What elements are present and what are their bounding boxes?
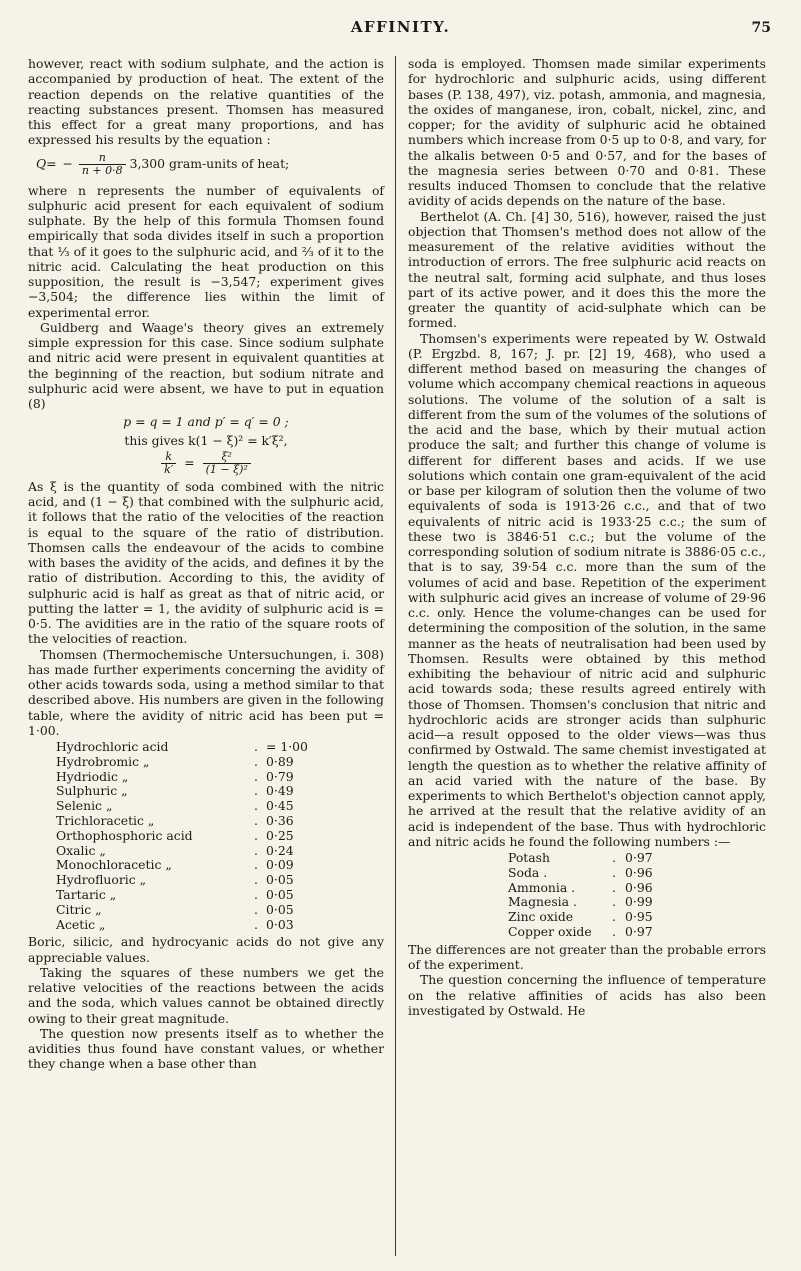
acid-row [56,770,326,785]
base-ratio-table [508,851,653,940]
right-column [408,56,766,1018]
acid-avidity-table [56,740,326,932]
row-value: 0·05 [266,901,294,917]
equation-lhs: Q= [36,155,57,171]
leader-dot: . [612,894,616,910]
row-value: 0·79 [266,768,294,784]
row-label: Copper oxide [508,923,592,939]
leader-dot: . [254,798,258,814]
row-value: 0·03 [266,916,294,932]
ratio-lhs-den: k′ [164,462,174,476]
row-label: Trichloracetic „ [56,812,155,828]
row-label: Magnesia . [508,894,577,910]
base-row [508,925,653,940]
paragraph: The differences are not greater than the probable errors of the experiment. [408,941,766,973]
leader-dot: . [254,857,258,873]
row-value: = 1·00 [266,739,308,754]
equation-fraction [79,152,126,177]
paragraph: As ξ is the quantity of soda combined with the nitric acid, and (1 − ξ) that combined with the sulphuric acid, it follows that the ratio of the velocities of the reaction is equal to the square of the ratio of distribution. Thomsen calls the endeavour of the acids to combine with bases the avidity of the acids, and defines it by the ratio of distribution. According to this, the avidity of sulphuric acid is half as great as that of nitric acid, or putting the latter = 1, the avidity of sulphuric acid is = 0·5. The avidities are in the ratio of the square roots of the velocities of reaction. [28,478,384,647]
acid-row [56,918,326,933]
row-label: Hydrofluoric „ [56,872,147,888]
leader-dot: . [254,916,258,932]
row-value: 0·97 [625,923,653,939]
leader-dot: . [254,739,258,754]
row-value: 0·96 [625,864,653,880]
row-label: Soda . [508,864,548,880]
row-value: 0·99 [625,894,653,910]
paragraph: soda is employed. Thomsen made similar experiments for hydrochloric and sulphuric acids, using different bases (P. 138, 497), viz. potash, ammonia, and magnesia, the oxides of manganese, iron, cobalt, nickel, zinc, and copper; for the avidity of sulphuric acid he obtained numbers which increase from 0·5 up to 0·8, and vary, for the alkalis between 0·5 and 0·57, and for the bases of the magnesia series between 0·70 and 0·81. These results induced Thomsen to conclude that the relative avidity of acids depends on the nature of the base. [408,56,766,209]
row-label: Hydrochloric acid [56,739,169,754]
row-value: 0·89 [266,753,294,769]
row-label: Monochloracetic „ [56,857,172,873]
base-row [508,895,653,910]
row-value: 0·96 [625,879,653,895]
paragraph: Thomsen (Thermochemische Untersuchungen, i. 308) has made further experiments concerning the avidity of other acids towards soda, using a method similar to that described above. His numbers are given in the following table, where the avidity of nitric acid has been put = 1·00. [28,646,384,738]
acid-row [56,873,326,888]
leader-dot: . [612,923,616,939]
leader-dot: . [254,827,258,843]
row-label: Ammonia . [508,879,576,895]
row-value: 0·36 [266,812,294,828]
paragraph: Boric, silicic, and hydrocyanic acids do not give any appreciable values. [28,934,384,965]
row-label: Tartaric „ [56,886,117,902]
row-value: 0·97 [625,850,653,865]
acid-row [56,858,326,873]
column-divider [395,56,396,1256]
row-label: Hydriodic „ [56,768,129,784]
paragraph: The question now presents itself as to whether the avidities thus found have constant values, or whether they change when a base other than [28,1025,384,1072]
row-label: Acetic „ [56,916,106,932]
acid-row [56,784,326,799]
acid-row [56,740,326,755]
leader-dot: . [254,842,258,858]
leader-dot: . [254,812,258,828]
row-label: Hydrobromic „ [56,753,150,769]
row-label: Orthophosphoric acid [56,827,193,843]
row-value: 0·05 [266,886,294,902]
heat-equation: Q= − $\frac{n}{n + 0\cdot 8}$ 3,300 gram-units of heat; [36,150,290,177]
paragraph: The question concerning the influence of temperature on the relative affinities of acids has also been investigated by Ostwald. He [408,972,766,1018]
ratio-lhs-num: k [161,451,176,464]
ratio-equation: $\frac{k}{k'}$ = $\frac{\text{ξ²}}{\text{(1 − ξ)²}}$ [28,451,384,476]
acid-row [56,814,326,829]
acid-row [56,829,326,844]
base-row [508,866,653,881]
fraction-denominator: n + 0·8 [81,163,123,177]
row-label: Zinc oxide [508,909,574,925]
ratio-rhs [203,451,251,476]
leader-dot: . [254,768,258,784]
acid-row [56,844,326,859]
leader-dot: . [612,864,616,880]
acid-row [56,799,326,814]
paragraph: Taking the squares of these numbers we get the relative velocities of the reactions between the acids and the soda, which values cannot be obtained directly owing to their great magnitude. [28,964,384,1026]
acid-row [56,755,326,770]
row-value: 0·05 [266,872,294,888]
row-label: Selenic „ [56,798,113,814]
page-number: 75 [751,20,771,36]
running-head: AFFINITY. [350,18,451,36]
row-value: 0·95 [625,909,653,925]
row-value: 0·25 [266,827,294,843]
row-value: 0·09 [266,857,294,873]
paragraph: however, react with sodium sulphate, and the action is accompanied by production of heat. The extent of the reaction depends on the relative quantities of the reacting substances present. Thomsen has measured this effect for a great many proportions, and has expressed his results by the equation : [28,56,384,148]
equation-rhs: 3,300 gram-units of heat; [129,155,290,171]
ratio-lhs [161,451,176,476]
leader-dot: . [612,850,616,865]
leader-dot: . [254,872,258,888]
acid-row [56,903,326,918]
left-column [28,56,384,1072]
base-row [508,910,653,925]
acid-row [56,888,326,903]
ratio-rhs-num: ξ² [203,451,251,464]
row-label: Sulphuric „ [56,783,128,799]
leader-dot: . [254,753,258,769]
equation-line: this gives k(1 − ξ)² = k′ξ², [124,432,288,448]
row-label: Potash [508,850,550,865]
row-label: Citric „ [56,901,102,917]
leader-dot: . [612,909,616,925]
ratio-rhs-den: (1 − ξ)² [205,462,248,476]
base-row [508,851,653,866]
paragraph: where n represents the number of equivalents of sulphuric acid present for each equivalent of sodium sulphate. By the help of this formula Thomsen found empirically that soda divides itself in such a proportion that ⅓ of it goes to the sulphuric acid, and ⅔ of it to the nitric acid. Calculating the heat production on this supposition, the result is −3,547; experiment gives −3,504; the difference lies within the limit of experimental error. [28,182,384,320]
row-value: 0·49 [266,783,294,799]
row-label: Oxalic „ [56,842,106,858]
paragraph: Thomsen's experiments were repeated by W. Ostwald (P. Ergzbd. 8, 167; J. pr. [2] 19, 468), who used a different method based on measuring the changes of volume which accompany chemical reactions in aqueous solutions. The volume of the solution of a salt is different from the sum of the volumes of the solutions of the acid and the base, which by their mutual action produce the salt; and further this change of volume is different for different bases and acids. If we use solutions which contain one gram-equivalent of the acid or base per kilogram of solution then the volume of two equivalents of soda is 1913·26 c.c., and that of two equivalents of nitric acid is 1933·25 c.c.; the sum of these two is 3846·51 c.c.; but the volume of the corresponding solution of sodium nitrate is 3886·05 c.c., that is to say, 39·54 c.c. more than the sum of the volumes of acid and base. Repetition of the experiment with sulphuric acid gives an increase of volume of 29·96 c.c. only. Hence the volume-changes can be used for determining the composition of the solution, in the same manner as the heats of neutralisation had been used by Thomsen. Results were obtained by this method exhibiting the behaviour of nitric acid and sulphuric acid towards soda; these results agreed entirely with those of Thomsen. Thomsen's conclusion that nitric and hydrochloric acids are stronger acids than sulphuric acid—a result opposed to the older views—was thus confirmed by Ostwald. The same chemist investigated at length the question as to whether the relative affinity of an acid varied with the nature of the base. By experiments to which Berthelot's objection cannot apply, he arrived at the result that the relative avidity of an acid is independent of the base. Thus with hydrochloric and nitric acids he found the following numbers :— [408,330,766,849]
equation-line: p = q = 1 and p′ = q′ = 0 ; [123,414,289,430]
leader-dot: . [254,901,258,917]
paragraph: Berthelot (A. Ch. [4] 30, 516), however, raised the just objection that Thomsen's method does not allow of the measurement of the relative avidities without the introduction of errors. The free sulphuric acid reacts on the neutral salt, forming acid sulphate, and thus loses part of its active power, and it does this the more the greater the quantity of acid-sulphate which can be formed. [408,208,766,331]
leader-dot: . [612,879,616,895]
paragraph: Guldberg and Waage's theory gives an extremely simple expression for this case. Since sodium sulphate and nitric acid were present in equivalent quantities at the beginning of the reaction, but sodium nitrate and sulphuric acid were absent, we have to put in equation (8) [28,319,384,411]
base-row [508,881,653,896]
leader-dot: . [254,783,258,799]
row-value: 0·45 [266,798,294,814]
leader-dot: . [254,886,258,902]
fraction-numerator: n [79,152,126,165]
row-value: 0·24 [266,842,294,858]
